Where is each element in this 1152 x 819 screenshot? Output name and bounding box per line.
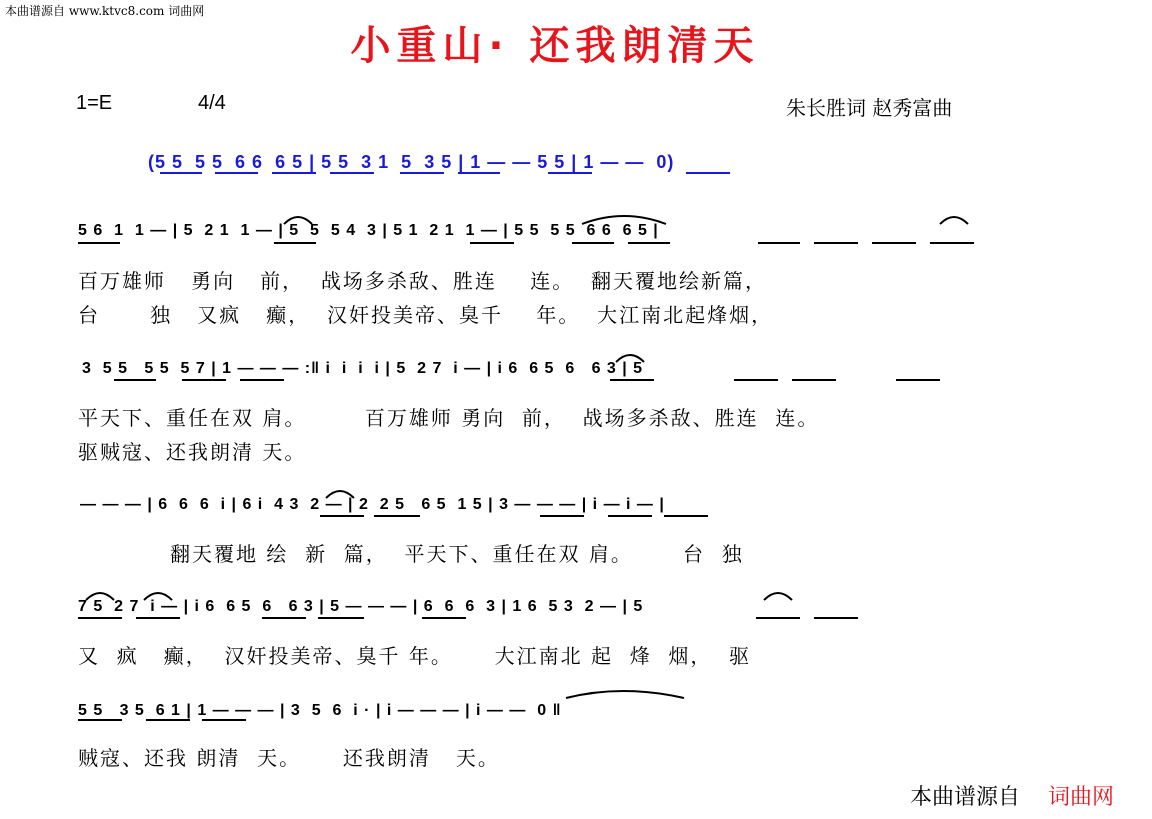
- lyrics-row-1-verse-1: 百万雄师 勇向 前， 战场多杀敌、胜连 连。 翻天覆地绘新篇，: [78, 269, 768, 293]
- slur-mark: [284, 217, 312, 224]
- notation-row-3: — — — | 6 6 6 i | 6 i 4 3 2 — | 2 2 5 6 5 1 5 | 3 — — — | i — i — |: [80, 496, 665, 513]
- slur-mark: [566, 691, 684, 698]
- key-signature: 1=E: [76, 92, 113, 114]
- lyrics-row-4: 又 疯 癫， 汉奸投美帝、臭千 年。 大江南北 起 烽 烟， 驱: [78, 644, 752, 668]
- lyrics-row-5: 贼寇、还我 朗清 天。 还我朗清 天。: [78, 746, 500, 770]
- intro-notation: (5 5 5 5 6 6 6 5 | 5 5 3 1 5 3 5 | 1 — — 5 5 | 1 — — 0): [148, 152, 675, 172]
- notation-row-2: 3 5 5 5 5 5 7 | 1 — — — :‖ i i i i | 5 2 7 i — | i 6 6 5 6 6 3 | 5: [82, 360, 644, 377]
- lyrics-row-1-verse-2: 台 独 又疯 癫， 汉奸投美帝、臭千 年。 大江南北起烽烟，: [78, 303, 774, 327]
- slur-mark: [326, 491, 354, 498]
- footer-source-label: 本曲谱源自: [910, 785, 1021, 810]
- notation-row-4: 7 5 2 7 i — | i 6 6 5 6 6 3 | 5 — — — | 6 6 6 3 | 1 6 5 3 2 — | 5: [78, 598, 644, 615]
- notation-row-1: 5 6 1 1 — | 5 2 1 1 — | 5 5 5 4 3 | 5 1 2 1 1 — | 5 5 5 5 6 6 6 5 |: [78, 222, 659, 239]
- lyrics-row-2-verse-2: 驱贼寇、还我朗清 天。: [78, 440, 307, 464]
- notation-row-5: 5 5 3 5 6 1 | 1 — — — | 3 5 6 i · | i — — — | i — — 0 ‖: [78, 702, 562, 719]
- slur-mark: [582, 216, 666, 224]
- slur-mark: [144, 593, 172, 600]
- slur-mark: [616, 355, 644, 362]
- time-signature: 4/4: [198, 92, 226, 114]
- song-title: 小重山· 还我朗清天: [350, 23, 760, 69]
- slur-mark: [940, 217, 968, 224]
- song-credits: 朱长胜词 赵秀富曲: [786, 96, 953, 120]
- source-watermark-top: 本曲谱源自 www.ktvc8.com 词曲网: [5, 4, 205, 18]
- footer-site-name[interactable]: 词曲网: [1048, 785, 1115, 810]
- lyrics-row-2-verse-1: 平天下、重任在双 肩。 百万雄师 勇向 前， 战场多杀敌、胜连 连。: [78, 406, 820, 430]
- slur-mark: [764, 593, 792, 600]
- slur-mark: [86, 593, 114, 600]
- lyrics-row-3: 翻天覆地 绘 新 篇， 平天下、重任在双 肩。 台 独: [170, 542, 744, 566]
